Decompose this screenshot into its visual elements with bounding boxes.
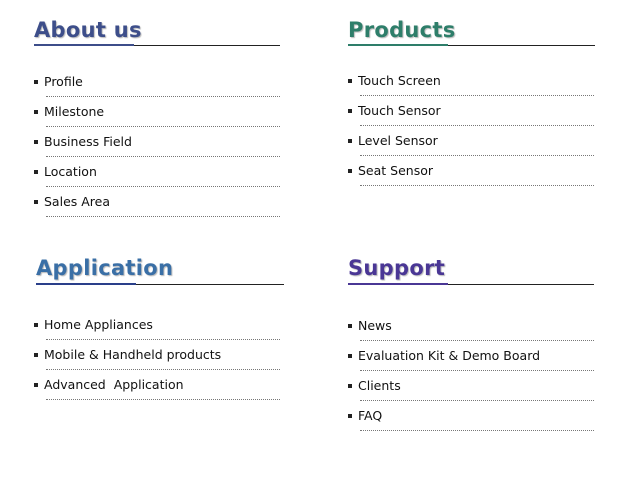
menu-item-label[interactable]: Mobile & Handheld products xyxy=(44,347,222,362)
dotted-separator xyxy=(360,155,594,156)
support-title-underline xyxy=(348,283,448,285)
menu-item-label[interactable]: Advanced Application xyxy=(44,377,184,392)
bullet-icon xyxy=(34,323,38,327)
products-title[interactable]: Products xyxy=(348,18,456,42)
dotted-separator xyxy=(360,400,594,401)
dotted-separator xyxy=(46,339,280,340)
bullet-icon xyxy=(348,384,352,388)
menu-item-label[interactable]: Clients xyxy=(358,378,401,393)
dotted-separator xyxy=(360,370,594,371)
dotted-separator xyxy=(46,186,280,187)
dotted-separator xyxy=(360,430,594,431)
about-us-section xyxy=(34,18,282,218)
bullet-icon xyxy=(34,383,38,387)
application-title[interactable]: Application xyxy=(36,256,174,280)
application-divider xyxy=(136,284,284,285)
menu-item-label[interactable]: FAQ xyxy=(358,408,383,423)
bullet-icon xyxy=(348,109,352,113)
about-us-divider xyxy=(134,45,280,46)
bullet-icon xyxy=(348,139,352,143)
menu-item-label[interactable]: Home Appliances xyxy=(44,317,153,332)
menu-item-label[interactable]: Touch Sensor xyxy=(358,103,441,118)
products-section xyxy=(348,18,596,218)
support-divider xyxy=(448,284,594,285)
support-title[interactable]: Support xyxy=(348,256,446,280)
menu-item-label[interactable]: Profile xyxy=(44,74,83,89)
bullet-icon xyxy=(348,414,352,418)
menu-item-label[interactable]: Evaluation Kit & Demo Board xyxy=(358,348,541,363)
bullet-icon xyxy=(34,80,38,84)
dotted-separator xyxy=(46,156,280,157)
bullet-icon xyxy=(34,110,38,114)
bullet-icon xyxy=(348,324,352,328)
support-section xyxy=(348,256,596,446)
bullet-icon xyxy=(34,353,38,357)
menu-item-label[interactable]: News xyxy=(358,318,392,333)
about-us-title[interactable]: About us xyxy=(34,18,142,42)
menu-item-label[interactable]: Seat Sensor xyxy=(358,163,434,178)
products-title-underline xyxy=(348,44,448,46)
products-divider xyxy=(448,45,595,46)
bullet-icon xyxy=(34,200,38,204)
dotted-separator xyxy=(46,126,280,127)
bullet-icon xyxy=(34,140,38,144)
menu-item-label[interactable]: Business Field xyxy=(44,134,132,149)
dotted-separator xyxy=(360,340,594,341)
about-us-title-underline xyxy=(34,44,134,46)
bullet-icon xyxy=(348,354,352,358)
menu-item-label[interactable]: Location xyxy=(44,164,97,179)
dotted-separator xyxy=(46,369,280,370)
dotted-separator xyxy=(46,399,280,400)
dotted-separator xyxy=(360,95,594,96)
application-section xyxy=(36,256,286,416)
dotted-separator xyxy=(46,96,280,97)
dotted-separator xyxy=(46,216,280,217)
menu-item-label[interactable]: Milestone xyxy=(44,104,105,119)
menu-item-label[interactable]: Touch Screen xyxy=(358,73,441,88)
bullet-icon xyxy=(34,170,38,174)
bullet-icon xyxy=(348,169,352,173)
menu-item-label[interactable]: Level Sensor xyxy=(358,133,438,148)
dotted-separator xyxy=(360,125,594,126)
menu-item-label[interactable]: Sales Area xyxy=(44,194,111,209)
bullet-icon xyxy=(348,79,352,83)
application-title-underline xyxy=(36,283,136,285)
dotted-separator xyxy=(360,185,594,186)
